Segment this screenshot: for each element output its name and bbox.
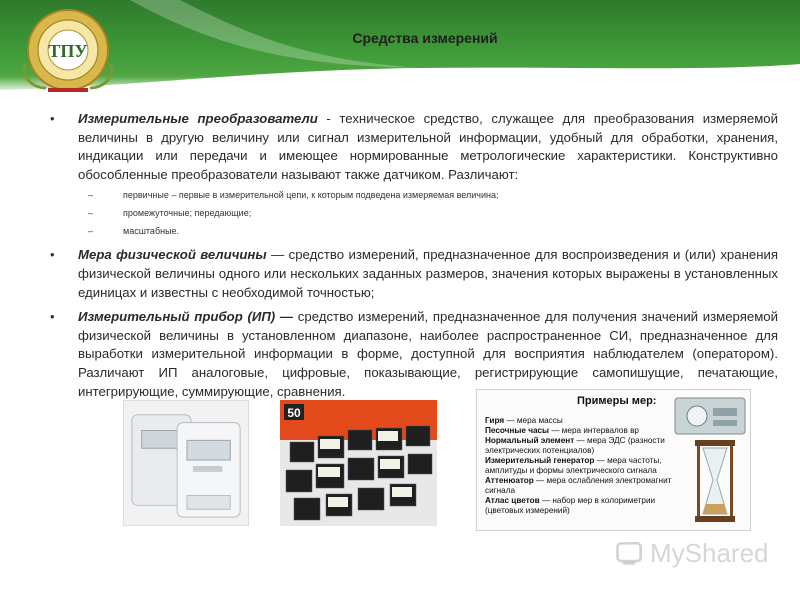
svg-text:ТПУ: ТПУ xyxy=(48,41,88,61)
measures-title: Примеры мер: xyxy=(577,395,657,407)
measures-examples-box xyxy=(476,389,751,531)
main-content xyxy=(48,110,778,401)
sub-item-primary: – первичные – первые в измерительной цепи, к которым подведена измеряемая величина; xyxy=(88,186,778,204)
page-title: Средства измерений xyxy=(352,30,498,46)
measure-item: Гиря — мера массы xyxy=(485,416,563,425)
panel-meters-icon xyxy=(280,400,437,526)
term-measuring-transducers: Измерительные преобразователи xyxy=(78,111,318,126)
seal-icon xyxy=(18,6,118,96)
electric-meter-icon xyxy=(124,401,248,525)
photo-label: 50 xyxy=(287,406,301,420)
instruments-photo xyxy=(280,400,437,526)
measure-item: Песочные часы — мера интервалов вр xyxy=(485,426,639,435)
meter-photo xyxy=(123,400,249,526)
term-measuring-instrument: Измерительный прибор (ИП) — xyxy=(78,309,294,325)
transducer-types-list xyxy=(88,186,778,240)
measure-item: Аттенюатор — мера ослабления электромагнит сигнала xyxy=(485,476,672,495)
bullet-measuring-instrument xyxy=(48,308,778,401)
university-logo xyxy=(18,6,118,96)
term-measure: Мера физической величины xyxy=(78,247,267,263)
measure-item: Измерительный генератор — мера частоты, амплитуды и формы электрического сигнала xyxy=(485,456,662,475)
measures-list xyxy=(485,416,675,516)
measures-devices-image xyxy=(673,392,749,528)
watermark-text: MyShared xyxy=(650,538,769,568)
sub-item-intermediate: – промежуточные; передающие; xyxy=(88,204,778,222)
bullet-measure xyxy=(48,246,778,302)
definition-measure: — средство измерений, предназначенное для воспроизведения и (или) хранения физической величины одного или нескольких заданных размеров, значения которых выражены в установленных единицах и известны с необходимой точностью; xyxy=(78,247,778,300)
measure-item: Атлас цветов — набор мер в колориметрии (цветовых измерений) xyxy=(485,496,656,515)
bullet-measuring-transducers xyxy=(48,110,778,184)
header-wave xyxy=(0,0,800,110)
definition-measuring-transducers: - техническое средство, служащее для преобразования измеряемой величины в другую величину или сигнал измерительной информации, удобный для обработки, хранения, индикации или передачи и имеющее нормированные метрологические характеристики. Конструктивно обособленные преобразователи называют также датчиком. Различают: xyxy=(78,111,778,182)
watermark-logo-icon xyxy=(614,538,646,570)
watermark xyxy=(612,534,787,574)
page-number: 8 xyxy=(747,566,753,577)
measure-item: Нормальный элемент — мера ЭДС (разности электрических потенциалов) xyxy=(485,436,665,455)
hourglass-icon xyxy=(695,440,735,522)
definition-measuring-instrument: средство измерений, предназначенное для получения значений измеряемой физической величины в установленном диапазоне, наиболее распространенное СИ, предназначенное для выработки измерительной информации в форме, доступной для восприятия наблюдателем (оператором). Различают ИП аналоговые, цифровые, показывающие, регистрирующие самопишущие, печатающие, интегрирующие, суммирующие, сравнения. xyxy=(78,309,778,399)
sub-item-scale: – масштабные. xyxy=(88,222,778,240)
